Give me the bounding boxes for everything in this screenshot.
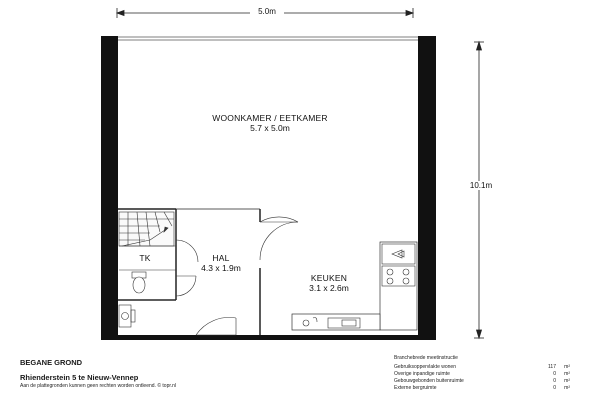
room-label-woonkamer (170, 113, 370, 133)
room-name: WOONKAMER / EETKAMER (212, 113, 328, 123)
toilet (118, 272, 176, 300)
area-stats (394, 355, 574, 392)
stats-label: Gebruiksoppervlakte wonen (394, 364, 456, 370)
disclaimer: Aan de plattegronden kunnen geen rechten worden ontleend. © topr.nl (20, 383, 177, 389)
room-size: 5.7 x 5.0m (250, 123, 290, 133)
stats-row (394, 378, 574, 385)
stats-label: Overige inpandige ruimte (394, 371, 450, 377)
hal-door (260, 217, 298, 260)
washbasin (119, 305, 135, 327)
top-window (118, 37, 418, 40)
room-label-tk: TK (139, 253, 151, 263)
stats-row (394, 364, 574, 371)
staircase (119, 212, 174, 246)
stove (382, 266, 415, 286)
stats-value: 0 (553, 371, 556, 377)
stats-unit: m² (564, 378, 570, 384)
room-label-hal (186, 253, 256, 273)
room-name: HAL (212, 253, 230, 263)
stats-label: Externe bergruimte (394, 385, 437, 391)
stats-row (394, 385, 574, 392)
room-size: 3.1 x 2.6m (309, 283, 349, 293)
stats-label: Gebouwgebonden buitenruimte (394, 378, 464, 384)
stats-row (394, 371, 574, 378)
height-dimension-label: 10.1m (462, 181, 500, 190)
address: Rhienderstein 5 te Nieuw-Vennep (20, 373, 139, 382)
room-label-keuken (284, 273, 374, 293)
front-door (196, 317, 236, 335)
stats-unit: m² (564, 371, 570, 377)
stats-value: 0 (553, 378, 556, 384)
height-dimension-line (474, 42, 484, 338)
width-dimension-label: 5.0m (250, 7, 284, 16)
room-size: 4.3 x 1.9m (201, 263, 241, 273)
room-name: KEUKEN (310, 273, 348, 283)
stats-value: 0 (553, 385, 556, 391)
stats-unit: m² (564, 385, 570, 391)
stats-unit: m² (564, 364, 570, 370)
stats-value: 117 (548, 364, 556, 370)
toilet-door (176, 276, 196, 296)
floor-title: BEGANE GROND (20, 358, 83, 367)
stats-header: Branchebrede meetinstructie (394, 355, 458, 361)
